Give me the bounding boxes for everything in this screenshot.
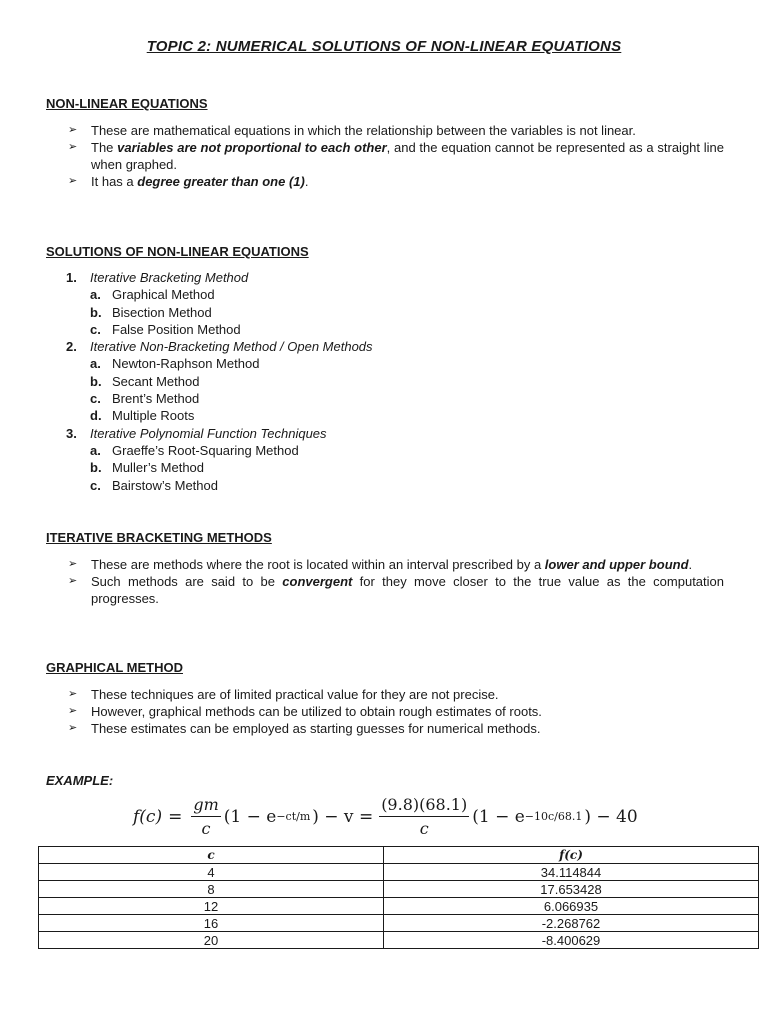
table-row (39, 864, 759, 881)
column-header-fc: f(c) (384, 847, 759, 864)
bullet-text-post: for they move closer to the true value as the computation progresses. (91, 574, 724, 606)
table-row (39, 898, 759, 915)
bullet-emphasis: degree greater than one (1) (137, 174, 305, 189)
outline-item-text: Muller’s Method (112, 460, 205, 476)
table-cell: 34.114844 (384, 864, 759, 881)
outline-item-text: False Position Method (112, 321, 241, 337)
bullet-text: These estimates can be employed as starting guesses for numerical methods. (91, 721, 541, 736)
bullet-text: These techniques are of limited practical value for they are not precise. (91, 687, 499, 702)
formula-exponent: −10c/68.1 (524, 810, 583, 823)
heading-graphical-method: GRAPHICAL METHOD (46, 660, 183, 675)
bullet-emphasis: convergent (282, 574, 353, 589)
bullet-text-post: , and the equation cannot be represented as a straight line when graphed. (91, 140, 724, 172)
outline-item (66, 286, 373, 303)
table-cell: 17.653428 (384, 881, 759, 898)
table-header-row (39, 847, 759, 864)
outline-item (66, 390, 373, 407)
bullet-item (68, 686, 724, 703)
outline-item-text: Newton-Raphson Method (112, 356, 260, 372)
bullet-text-pre: Such methods are said to be (91, 574, 283, 589)
arrow-bullet-icon: ➢ (68, 722, 78, 734)
bullet-text: However, graphical methods can be utilized to obtain rough estimates of roots. (91, 704, 542, 719)
outline-letter: a. (90, 356, 101, 372)
outline-letter: c. (90, 391, 101, 407)
outline-item-text: Graphical Method (112, 287, 215, 303)
table-row (39, 881, 759, 898)
heading-solutions: SOLUTIONS OF NON-LINEAR EQUATIONS (46, 244, 309, 259)
outline-letter: a. (90, 442, 101, 458)
formula-term: (1 − e (472, 806, 525, 827)
table-row (39, 932, 759, 949)
fraction-denominator: c (201, 819, 211, 838)
outline-item (66, 321, 373, 338)
table-cell: 20 (39, 932, 384, 949)
table-cell: 4 (39, 864, 384, 881)
fraction-denominator: c (419, 819, 429, 838)
formula-fraction-1 (191, 795, 220, 838)
bullet-text-post: . (688, 557, 693, 572)
outline-item-text: Bairstow’s Method (112, 477, 218, 493)
outline-number: 1. (66, 270, 77, 285)
solutions-outline (66, 269, 373, 494)
bullet-item (68, 720, 724, 737)
heading-nonlinear-equations: NON-LINEAR EQUATIONS (46, 96, 208, 111)
outline-item-text: Multiple Roots (112, 408, 195, 424)
table-cell: 8 (39, 881, 384, 898)
outline-item (66, 373, 373, 390)
outline-letter: b. (90, 373, 102, 389)
arrow-bullet-icon: ➢ (68, 575, 78, 587)
example-formula (133, 795, 638, 838)
bullet-item (68, 139, 724, 173)
outline-group (66, 269, 373, 286)
outline-item-text: Bisection Method (112, 304, 212, 320)
arrow-bullet-icon: ➢ (68, 705, 78, 717)
bullet-text: These are mathematical equations in which the relationship between the variables is not linear. (91, 123, 636, 138)
bullet-item (68, 173, 724, 190)
table-cell: -8.400629 (384, 932, 759, 949)
bracketing-bullet-list (68, 556, 724, 607)
outline-group (66, 338, 373, 355)
arrow-bullet-icon: ➢ (68, 141, 78, 153)
bullet-item (68, 703, 724, 720)
page-title: TOPIC 2: NUMERICAL SOLUTIONS OF NON-LINEAR EQUATIONS (146, 38, 622, 55)
formula-term-end: ) − 40 (584, 806, 638, 827)
outline-letter: c. (90, 477, 101, 493)
formula-term-end: ) − v = (312, 806, 374, 827)
table-cell: 16 (39, 915, 384, 932)
example-label: EXAMPLE: (46, 773, 114, 788)
outline-group-label: Iterative Polynomial Function Techniques (90, 425, 327, 441)
outline-item-text: Graeffe’s Root-Squaring Method (112, 442, 299, 458)
bullet-text-pre: It has a (91, 174, 138, 189)
bullet-item (68, 573, 724, 607)
formula-fraction-2 (379, 795, 469, 838)
column-header-c: c (39, 847, 384, 864)
table-cell: 12 (39, 898, 384, 915)
outline-letter: d. (90, 408, 102, 424)
bullet-text-pre: These are methods where the root is located within an interval prescribed by a (91, 557, 545, 572)
formula-term: (1 − e (223, 806, 277, 827)
bullet-emphasis: variables are not proportional to each other (117, 140, 387, 155)
outline-group (66, 425, 373, 442)
outline-item-text: Secant Method (112, 373, 200, 389)
graphical-bullet-list (68, 686, 724, 737)
arrow-bullet-icon: ➢ (68, 124, 78, 136)
example-table (38, 846, 759, 949)
outline-item (66, 407, 373, 424)
outline-number: 2. (66, 339, 77, 355)
heading-bracketing-methods: ITERATIVE BRACKETING METHODS (46, 530, 272, 545)
formula-lhs: f(c) (133, 806, 163, 827)
table-cell: -2.268762 (384, 915, 759, 932)
bullet-emphasis: lower and upper bound (544, 557, 689, 572)
nonlinear-bullet-list (68, 122, 724, 190)
arrow-bullet-icon: ➢ (68, 175, 78, 187)
outline-item-text: Brent’s Method (112, 391, 200, 407)
bullet-text-pre: The (91, 140, 118, 155)
fraction-numerator: gm (191, 795, 220, 817)
formula-exponent: −ct/m (276, 810, 311, 823)
outline-item (66, 355, 373, 372)
outline-item (66, 442, 373, 459)
outline-letter: b. (90, 304, 102, 320)
outline-group-label: Iterative Bracketing Method (90, 270, 249, 285)
outline-letter: a. (90, 287, 101, 303)
formula-equals: = (168, 806, 183, 827)
outline-letter: c. (90, 321, 101, 337)
table-row (39, 915, 759, 932)
outline-item (66, 477, 373, 494)
outline-item (66, 304, 373, 321)
outline-letter: b. (90, 460, 102, 476)
bullet-item (68, 122, 724, 139)
outline-number: 3. (66, 425, 77, 441)
table-cell: 6.066935 (384, 898, 759, 915)
bullet-item (68, 556, 724, 573)
outline-group-label: Iterative Non-Bracketing Method / Open Methods (90, 339, 373, 355)
arrow-bullet-icon: ➢ (68, 558, 78, 570)
bullet-text-post: . (304, 174, 309, 189)
outline-item (66, 459, 373, 476)
fraction-numerator: (9.8)(68.1) (379, 795, 469, 817)
arrow-bullet-icon: ➢ (68, 688, 78, 700)
